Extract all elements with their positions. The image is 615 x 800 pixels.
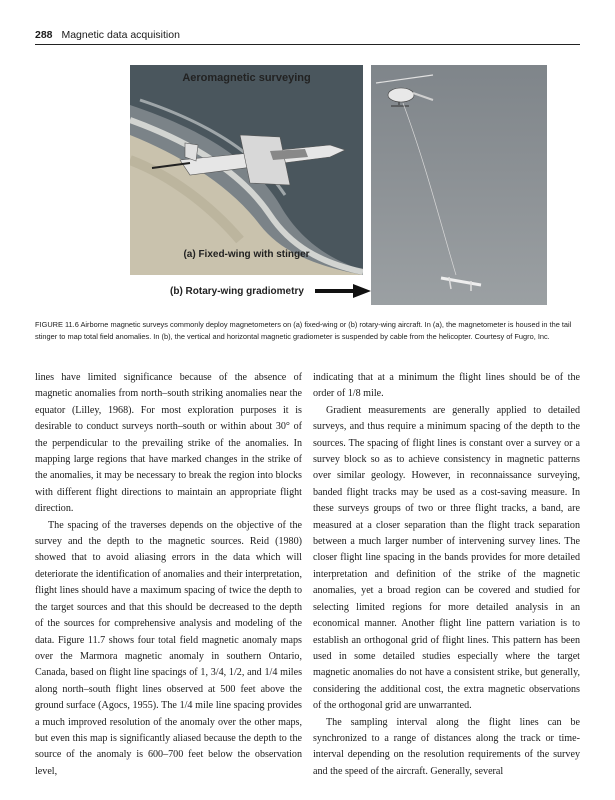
left-column <box>35 370 302 780</box>
helicopter-icon <box>376 75 433 106</box>
coastline-illustration <box>130 65 363 275</box>
body-paragraph: Gradient measurements are generally applied to detailed surveys, and thus require a minimum spacing of the depth to the sources. The spacing of flight lines is constant over a survey or a survey block so as to achieve consistency in magnetic patterns over similar geology. However, in reconnaissance surveying, banded flight tracks may be used as a cost-saving measure. In these surveys groups of two or three flight tracks, a band, are measured at a closer separation than the flight track separation between a much larger number of intervening survey lines. The closer flight line spacing in the bands provides for more detailed interpretation and definition of the strike of the magnetic anomalies, yet a broad region can be covered and studied for selecting limited regions for more detailed analysis in an economical manner. Another flight line pattern variation is to establish an orthogonal grid of flight lines. This pattern has been used in some detailed studies especially where the target magnetic anomalies do not have a consistent strike, but generally, considering the additional cost, the extra magnetic observations of the orthogonal grid are unwarranted. <box>313 404 580 712</box>
body-paragraph: lines have limited significance because of the absence of magnetic anomalies from north–south striking anomalies near the equator (Lilley, 1968). For most exploration purposes it is desirable to conduct surveys north–south or within about 30° of the perpendicular to the prevailing strike of the anomalies. In mapping large regions that have marked changes in the strike of the anomalies, it may be necessary to break the region into blocks with different flight directions to maintain an appropriate flight direction. <box>35 372 302 515</box>
panel-a-label: (a) Fixed-wing with stinger <box>183 249 310 260</box>
page-header <box>35 29 580 41</box>
header-rule <box>35 44 580 45</box>
page-number: 288 <box>35 29 53 41</box>
right-column <box>313 370 580 780</box>
panel-b-label: (b) Rotary-wing gradiometry <box>170 286 304 297</box>
body-paragraph: indicating that at a minimum the flight lines should be of the order of 1/8 mile. <box>313 372 580 400</box>
figure-caption: FIGURE 11.6 Airborne magnetic surveys commonly deploy magnetometers on (a) fixed-wing or (b) rotary-wing aircraft. In (a), the magnetometer is housed in the tail stinger to map total field anomalies. In (b), the vertical and horizontal magnetic gradiometer is suspended by cable from the helicopter. Courtesy of Fugro, Inc. <box>35 320 572 341</box>
arrow-right-icon <box>315 284 371 298</box>
rotary-wing-photo <box>371 65 547 305</box>
figure-title: Aeromagnetic surveying <box>182 72 311 84</box>
running-title: Magnetic data acquisition <box>61 29 180 41</box>
body-paragraph: The sampling interval along the flight lines can be synchronized to a range of distances along the track or time-interval depending on the resolution requirements of the survey and the speed of the aircraft. Generally, several <box>313 716 580 777</box>
fixed-wing-photo <box>130 65 363 275</box>
helicopter-illustration <box>371 65 547 305</box>
gradiometer-bird-icon <box>441 277 481 291</box>
body-paragraph: The spacing of the traverses depends on the objective of the survey and the depth to the magnetic sources. Reid (1980) showed that to avoid aliasing errors in the data which will deteriorate the identification of anomalies and their interpretation, flight lines should have a maximum spacing of twice the depth to the target sources and that this should be decreased to the depth of the sources for comprehensive analysis and modeling of the data. Figure 11.7 shows four total field magnetic anomaly maps over the Marmora magnetic anomaly in southern Ontario, Canada, based on flight line spacings of 1, 3/4, 1/2, and 1/4 miles along north–south flight lines observed at 500 feet above the ground surface (Agocs, 1955). The 1/4 mile line spacing provides a much improved resolution of the anomaly over the other maps, but even this map is significantly aliased because the depth to the source of the anomaly is 600–700 feet below the observation level, <box>35 519 302 777</box>
